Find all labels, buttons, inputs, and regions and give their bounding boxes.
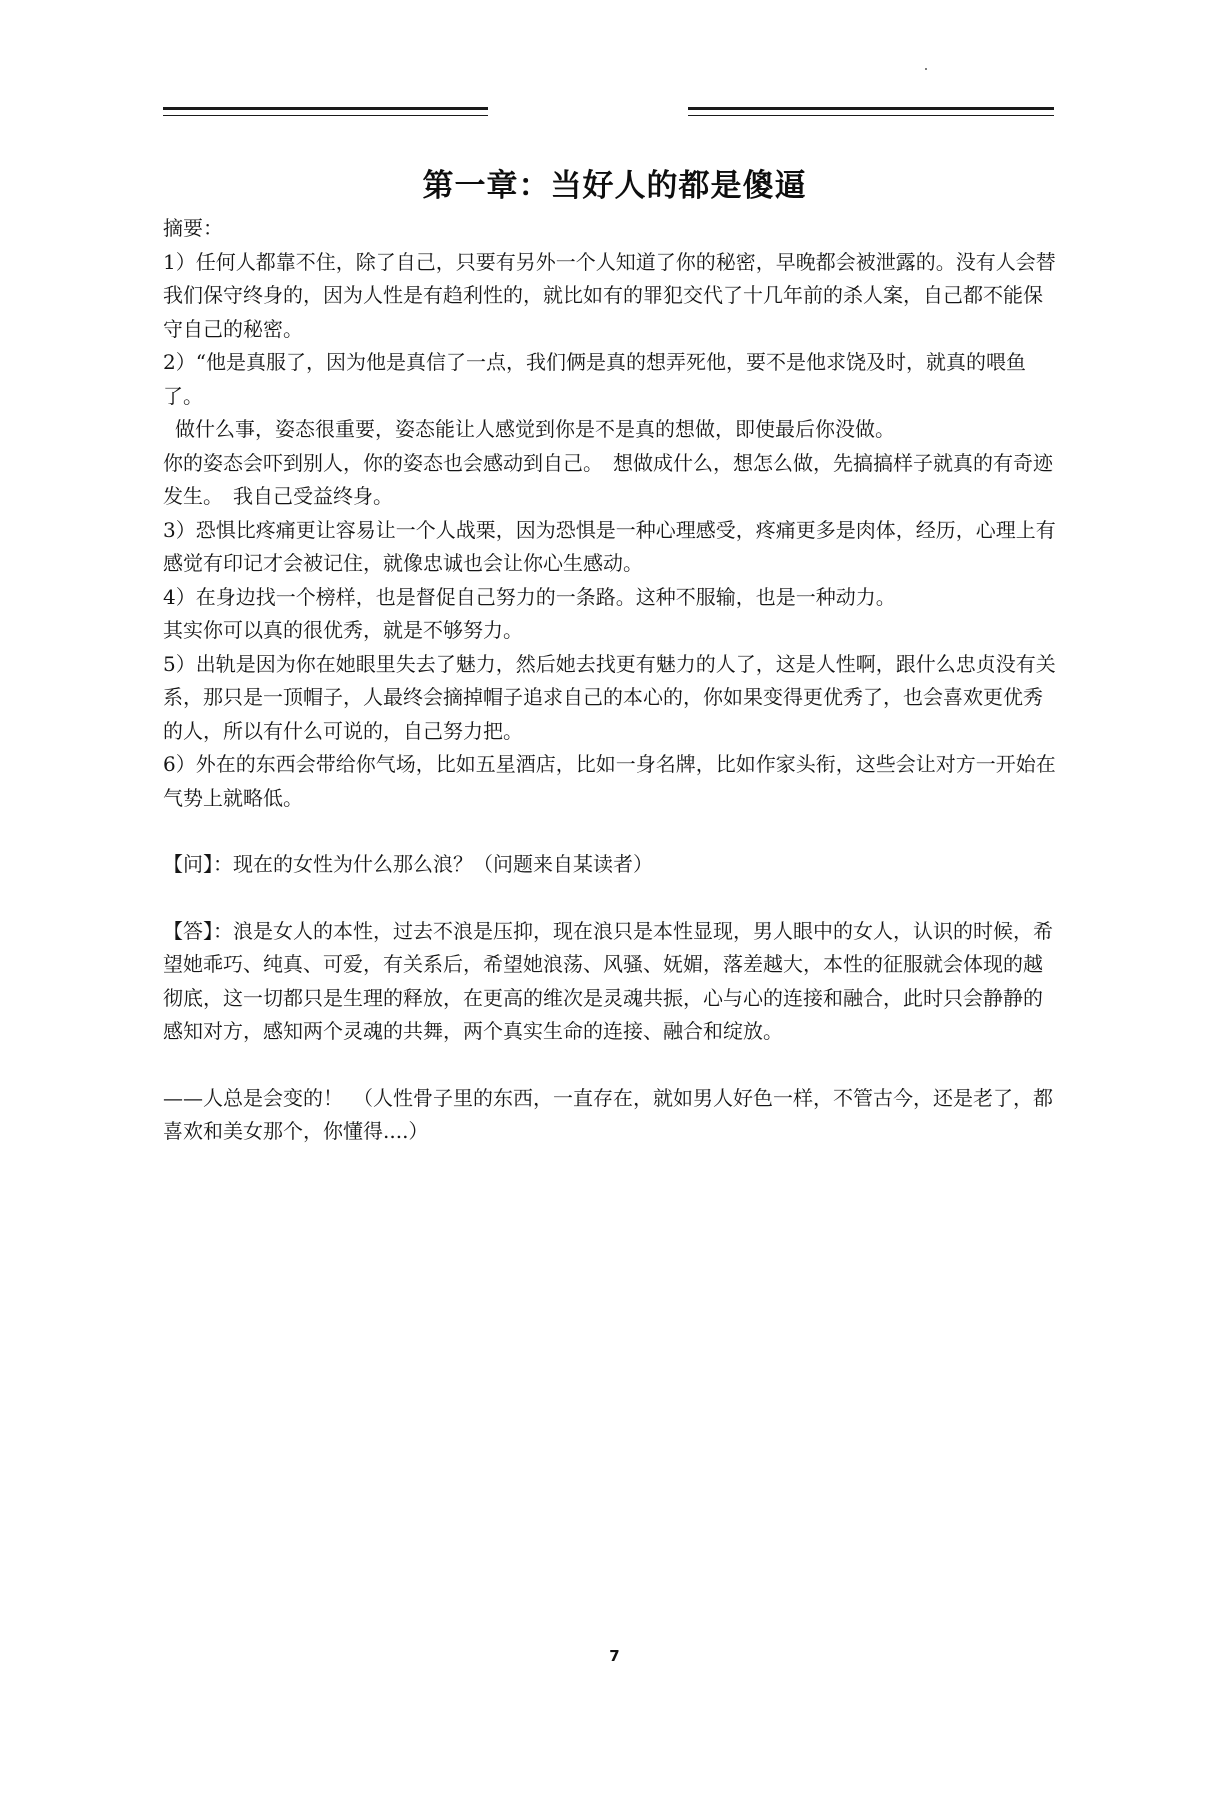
answer-paragraph: 【答】：浪是女人的本性，过去不浪是压抑，现在浪只是本性显现，男人眼中的女人，认识的时候，希望她乖巧、纯真、可爱，有关系后，希望她浪荡、风骚、妩媚，落差越大，本性的征服就会体现的越彻底，这一切都只是生理的释放，在更高的维次是灵魂共振，心与心的连接和融合，此时只会静静的感知对方，感知两个灵魂的共舞，两个真实生命的连接、融合和绽放。 bbox=[163, 918, 1053, 1043]
question-paragraph: 【问】：现在的女性为什么那么浪？（问题来自某读者） bbox=[163, 852, 653, 876]
chapter-title: 第一章：当好人的都是傻逼 bbox=[422, 168, 807, 204]
summary-label: 摘要： bbox=[163, 216, 223, 240]
summary-item-3: 3）恐惧比疼痛更让容易让一个人战栗，因为恐惧是一种心理感受，疼痛更多是肉体，经历，心理上有感觉有印记才会被记住，就像忠诚也会让你心生感动。 bbox=[163, 517, 1056, 575]
summary-item-2-note-2: 你的姿态会吓到别人，你的姿态也会感动到自己。 想做成什么，想怎么做，先搞搞样子就真的有奇迹发生。 我自己受益终身。 bbox=[163, 450, 1053, 508]
summary-item-1: 1）任何人都靠不住，除了自己，只要有另外一个人知道了你的秘密，早晚都会被泄露的。没有人会替我们保守终身的，因为人性是有趋利性的，就比如有的罪犯交代了十几年前的杀人案，自己都不能保守自己的秘密。 bbox=[163, 249, 1056, 341]
summary-item-6: 6）外在的东西会带给你气场，比如五星酒店，比如一身名牌，比如作家头衔，这些会让对方一开始在气势上就略低。 bbox=[163, 752, 1056, 810]
summary-item-2-note: 做什么事，姿态很重要，姿态能让人感觉到你是不是真的想做，即使最后你没做。 bbox=[175, 417, 895, 441]
closing-paragraph: ——人总是会变的！ （人性骨子里的东西，一直存在，就如男人好色一样，不管古今，还是老了，都喜欢和美女那个，你懂得....） bbox=[163, 1085, 1053, 1143]
summary-item-5: 5）出轨是因为你在她眼里失去了魅力，然后她去找更有魅力的人了，这是人性啊，跟什么忠贞没有关系，那只是一顶帽子，人最终会摘掉帽子追求自己的本心的，你如果变得更优秀了，也会喜欢更优秀的人，所以有什么可说的，自己努力把。 bbox=[163, 651, 1056, 743]
page-number: 7 bbox=[609, 1647, 620, 1665]
header-rule-left bbox=[163, 107, 488, 116]
chapter-body bbox=[163, 212, 1056, 1149]
summary-item-2: 2）“他是真服了，因为他是真信了一点，我们俩是真的想弄死他，要不是他求饶及时，就真的喂鱼了。 bbox=[163, 350, 1026, 408]
header-rule-right bbox=[688, 107, 1054, 116]
summary-item-4: 4）在身边找一个榜样，也是督促自己努力的一条路。这种不服输，也是一种动力。 bbox=[163, 584, 896, 609]
scan-speck bbox=[925, 68, 927, 70]
summary-item-4-note: 其实你可以真的很优秀，就是不够努力。 bbox=[163, 618, 523, 642]
